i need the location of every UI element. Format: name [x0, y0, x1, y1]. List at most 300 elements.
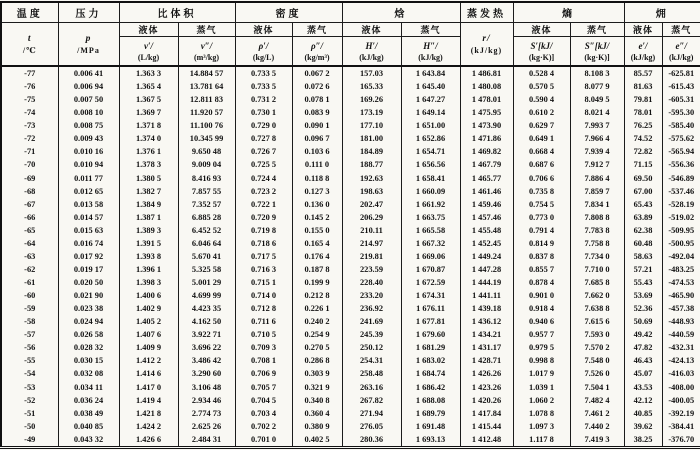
cell-temperature: -64 — [1, 237, 58, 250]
cell-exergy-liquid: 57.21 — [624, 263, 662, 276]
cell-exergy-liquid: 43.53 — [624, 381, 662, 394]
cell-specific-volume-vapor: 13.781 64 — [178, 80, 235, 93]
cell-heat-of-vaporization: 1 449.24 — [460, 250, 513, 263]
cell-density-vapor: 0.340 8 — [292, 394, 342, 407]
column-header-enthalpy-vapor: H″/ (kJ/kg) — [401, 37, 460, 67]
group-header-4: 焓 — [342, 2, 460, 23]
cell-enthalpy-vapor: 1 672.59 — [401, 276, 460, 289]
cell-entropy-vapor: 8.049 5 — [570, 93, 624, 106]
column-header-temperature: t /℃ — [1, 23, 58, 67]
cell-density-vapor: 0.212 8 — [292, 289, 342, 302]
cell-exergy-liquid: 58.63 — [624, 250, 662, 263]
cell-enthalpy-liquid: 169.26 — [342, 93, 401, 106]
cell-exergy-vapor: -509.95 — [662, 224, 700, 237]
cell-temperature: -66 — [1, 211, 58, 224]
cell-density-liquid: 0.704 5 — [235, 394, 292, 407]
cell-heat-of-vaporization: 1 431.17 — [460, 341, 513, 354]
cell-pressure: 0.028 32 — [58, 341, 119, 354]
cell-specific-volume-liquid: 1.384 9 — [119, 198, 178, 211]
cell-entropy-vapor: 7.615 6 — [570, 315, 624, 328]
cell-entropy-liquid: 0.918 4 — [513, 302, 570, 315]
cell-heat-of-vaporization: 1 436.12 — [460, 315, 513, 328]
table-row-1 — [1, 80, 700, 93]
column-header-density-liquid: ρ′/ (kg/L) — [235, 37, 292, 67]
cell-density-vapor: 0.176 4 — [292, 250, 342, 263]
cell-temperature: -59 — [1, 302, 58, 315]
cell-temperature: -55 — [1, 354, 58, 367]
cell-entropy-liquid: 0.791 4 — [513, 224, 570, 237]
phase-header-enthalpy-vapor: 蒸气 — [401, 23, 460, 37]
cell-enthalpy-liquid: 267.82 — [342, 394, 401, 407]
column-header-specific-volume-liquid: v′/ (L/kg) — [119, 37, 178, 67]
cell-density-vapor: 0.286 8 — [292, 354, 342, 367]
cell-heat-of-vaporization: 1 457.46 — [460, 211, 513, 224]
cell-exergy-vapor: -519.02 — [662, 211, 700, 224]
cell-density-vapor: 0.078 1 — [292, 93, 342, 106]
cell-exergy-liquid: 62.38 — [624, 224, 662, 237]
cell-density-vapor: 0.155 0 — [292, 224, 342, 237]
cell-specific-volume-liquid: 1.380 5 — [119, 172, 178, 185]
cell-enthalpy-liquid: 165.33 — [342, 80, 401, 93]
cell-entropy-vapor: 7.570 2 — [570, 341, 624, 354]
cell-entropy-liquid: 1.117 8 — [513, 433, 570, 448]
table-row-14 — [1, 250, 700, 263]
cell-density-vapor: 0.136 0 — [292, 198, 342, 211]
cell-exergy-vapor: -400.05 — [662, 394, 700, 407]
cell-specific-volume-liquid: 1.426 6 — [119, 433, 178, 448]
cell-entropy-liquid: 0.878 4 — [513, 276, 570, 289]
cell-exergy-vapor: -376.70 — [662, 433, 700, 448]
cell-exergy-vapor: -605.31 — [662, 93, 700, 106]
cell-temperature: -60 — [1, 289, 58, 302]
cell-enthalpy-liquid: 250.12 — [342, 341, 401, 354]
cell-specific-volume-liquid: 1.389 3 — [119, 224, 178, 237]
cell-enthalpy-liquid: 245.39 — [342, 328, 401, 341]
cell-density-vapor: 0.103 6 — [292, 145, 342, 158]
cell-specific-volume-liquid: 1.367 5 — [119, 93, 178, 106]
cell-density-vapor: 0.360 4 — [292, 407, 342, 420]
table-row-23 — [1, 367, 700, 380]
cell-enthalpy-liquid: 223.59 — [342, 263, 401, 276]
cell-temperature: -67 — [1, 198, 58, 211]
cell-exergy-vapor: -595.30 — [662, 106, 700, 119]
cell-temperature: -62 — [1, 263, 58, 276]
cell-exergy-liquid: 76.25 — [624, 119, 662, 132]
cell-exergy-liquid: 53.69 — [624, 289, 662, 302]
cell-entropy-vapor: 7.593 0 — [570, 328, 624, 341]
cell-exergy-vapor: -492.04 — [662, 250, 700, 263]
cell-heat-of-vaporization: 1 467.79 — [460, 158, 513, 171]
cell-exergy-vapor: -615.43 — [662, 80, 700, 93]
cell-specific-volume-vapor: 14.884 57 — [178, 66, 235, 80]
cell-specific-volume-liquid: 1.391 5 — [119, 237, 178, 250]
cell-temperature: -71 — [1, 145, 58, 158]
cell-density-liquid: 0.706 9 — [235, 367, 292, 380]
cell-pressure: 0.007 50 — [58, 93, 119, 106]
cell-entropy-vapor: 7.783 8 — [570, 224, 624, 237]
cell-heat-of-vaporization: 1 428.71 — [460, 354, 513, 367]
cell-pressure: 0.006 94 — [58, 80, 119, 93]
cell-entropy-liquid: 1.078 8 — [513, 407, 570, 420]
cell-temperature: -73 — [1, 119, 58, 132]
table-row-13 — [1, 237, 700, 250]
cell-enthalpy-liquid: 192.63 — [342, 172, 401, 185]
cell-specific-volume-vapor: 3.106 48 — [178, 381, 235, 394]
cell-density-vapor: 0.096 7 — [292, 132, 342, 145]
cell-heat-of-vaporization: 1 469.82 — [460, 145, 513, 158]
cell-enthalpy-liquid: 236.92 — [342, 302, 401, 315]
cell-entropy-vapor: 7.993 7 — [570, 119, 624, 132]
cell-exergy-vapor: -556.36 — [662, 158, 700, 171]
cell-exergy-vapor: -565.94 — [662, 145, 700, 158]
cell-pressure: 0.010 16 — [58, 145, 119, 158]
cell-entropy-liquid: 0.979 5 — [513, 341, 570, 354]
cell-entropy-liquid: 1.097 3 — [513, 420, 570, 433]
cell-pressure: 0.008 75 — [58, 119, 119, 132]
cell-enthalpy-vapor: 1 652.86 — [401, 132, 460, 145]
cell-specific-volume-vapor: 5.325 58 — [178, 263, 235, 276]
cell-specific-volume-vapor: 2.934 46 — [178, 394, 235, 407]
cell-density-vapor: 0.111 0 — [292, 158, 342, 171]
cell-density-liquid: 0.708 1 — [235, 354, 292, 367]
phase-header-specific-volume-vapor: 蒸气 — [178, 23, 235, 37]
cell-heat-of-vaporization: 1 439.18 — [460, 302, 513, 315]
cell-enthalpy-vapor: 1 670.87 — [401, 263, 460, 276]
group-header-1: 压力 — [58, 2, 119, 23]
cell-pressure: 0.013 58 — [58, 198, 119, 211]
cell-enthalpy-vapor: 1 679.60 — [401, 328, 460, 341]
cell-enthalpy-liquid: 188.77 — [342, 158, 401, 171]
cell-temperature: -74 — [1, 106, 58, 119]
cell-exergy-vapor: -546.89 — [662, 172, 700, 185]
cell-entropy-liquid: 0.528 4 — [513, 66, 570, 80]
cell-enthalpy-vapor: 1 661.92 — [401, 198, 460, 211]
cell-density-vapor: 0.270 5 — [292, 341, 342, 354]
cell-exergy-liquid: 46.43 — [624, 354, 662, 367]
cell-specific-volume-vapor: 11.920 57 — [178, 106, 235, 119]
cell-exergy-liquid: 38.25 — [624, 433, 662, 448]
cell-temperature: -53 — [1, 381, 58, 394]
column-header-heat-of-vaporization: r/ (kJ/kg) — [460, 23, 513, 67]
cell-specific-volume-vapor: 7.857 55 — [178, 185, 235, 198]
table-row-15 — [1, 263, 700, 276]
cell-entropy-vapor: 7.886 4 — [570, 172, 624, 185]
cell-heat-of-vaporization: 1 452.45 — [460, 237, 513, 250]
cell-specific-volume-liquid: 1.407 6 — [119, 328, 178, 341]
cell-exergy-vapor: -457.38 — [662, 302, 700, 315]
cell-density-vapor: 0.090 1 — [292, 119, 342, 132]
cell-density-vapor: 0.118 8 — [292, 172, 342, 185]
cell-specific-volume-vapor: 2.484 31 — [178, 433, 235, 448]
cell-density-liquid: 0.725 5 — [235, 158, 292, 171]
cell-specific-volume-vapor: 10.345 99 — [178, 132, 235, 145]
cell-specific-volume-vapor: 2.625 26 — [178, 420, 235, 433]
cell-heat-of-vaporization: 1 480.08 — [460, 80, 513, 93]
cell-density-vapor: 0.321 9 — [292, 381, 342, 394]
saturation-properties-table — [0, 1, 700, 449]
phase-header-entropy-liquid: 液体 — [513, 23, 570, 37]
cell-exergy-vapor: -448.93 — [662, 315, 700, 328]
cell-density-liquid: 0.724 4 — [235, 172, 292, 185]
cell-enthalpy-vapor: 1 663.75 — [401, 211, 460, 224]
cell-enthalpy-liquid: 181.00 — [342, 132, 401, 145]
cell-pressure: 0.043 32 — [58, 433, 119, 448]
cell-pressure: 0.019 17 — [58, 263, 119, 276]
cell-specific-volume-liquid: 1.417 0 — [119, 381, 178, 394]
cell-density-vapor: 0.402 5 — [292, 433, 342, 448]
cell-entropy-liquid: 1.039 1 — [513, 381, 570, 394]
cell-density-vapor: 0.083 9 — [292, 106, 342, 119]
cell-entropy-vapor: 7.912 7 — [570, 158, 624, 171]
cell-exergy-vapor: -416.03 — [662, 367, 700, 380]
cell-heat-of-vaporization: 1 417.84 — [460, 407, 513, 420]
cell-pressure: 0.012 65 — [58, 185, 119, 198]
phase-header-exergy-liquid: 液体 — [624, 23, 662, 37]
cell-pressure: 0.020 50 — [58, 276, 119, 289]
cell-exergy-liquid: 78.01 — [624, 106, 662, 119]
phase-subheader-row — [1, 23, 700, 37]
table-row-7 — [1, 158, 700, 171]
cell-exergy-liquid: 52.36 — [624, 302, 662, 315]
cell-enthalpy-liquid: 258.48 — [342, 367, 401, 380]
cell-specific-volume-liquid: 1.398 3 — [119, 276, 178, 289]
cell-density-liquid: 0.711 6 — [235, 315, 292, 328]
cell-enthalpy-liquid: 271.94 — [342, 407, 401, 420]
cell-density-liquid: 0.714 0 — [235, 289, 292, 302]
cell-temperature: -75 — [1, 93, 58, 106]
cell-density-vapor: 0.072 6 — [292, 80, 342, 93]
cell-enthalpy-liquid: 263.16 — [342, 381, 401, 394]
cell-exergy-vapor: -585.40 — [662, 119, 700, 132]
cell-heat-of-vaporization: 1 471.86 — [460, 132, 513, 145]
cell-density-vapor: 0.067 2 — [292, 66, 342, 80]
cell-entropy-vapor: 7.710 0 — [570, 263, 624, 276]
column-header-density-vapor: ρ″/ (kg/m³) — [292, 37, 342, 67]
cell-entropy-liquid: 0.957 7 — [513, 328, 570, 341]
table-row-10 — [1, 198, 700, 211]
cell-specific-volume-vapor: 7.352 57 — [178, 198, 235, 211]
cell-exergy-liquid: 40.85 — [624, 407, 662, 420]
cell-exergy-liquid: 71.15 — [624, 158, 662, 171]
cell-enthalpy-vapor: 1 649.14 — [401, 106, 460, 119]
cell-enthalpy-vapor: 1 683.02 — [401, 354, 460, 367]
cell-pressure: 0.026 58 — [58, 328, 119, 341]
cell-exergy-liquid: 72.82 — [624, 145, 662, 158]
cell-entropy-vapor: 8.108 3 — [570, 66, 624, 80]
cell-temperature: -77 — [1, 66, 58, 80]
cell-enthalpy-vapor: 1 667.32 — [401, 237, 460, 250]
cell-enthalpy-vapor: 1 651.00 — [401, 119, 460, 132]
cell-exergy-liquid: 69.50 — [624, 172, 662, 185]
table-row-4 — [1, 119, 700, 132]
cell-specific-volume-vapor: 3.696 22 — [178, 341, 235, 354]
cell-density-vapor: 0.199 9 — [292, 276, 342, 289]
table-row-27 — [1, 420, 700, 433]
cell-heat-of-vaporization: 1 465.77 — [460, 172, 513, 185]
cell-enthalpy-liquid: 233.20 — [342, 289, 401, 302]
cell-density-vapor: 0.187 8 — [292, 263, 342, 276]
cell-pressure: 0.006 41 — [58, 66, 119, 80]
cell-enthalpy-vapor: 1 660.09 — [401, 185, 460, 198]
cell-entropy-liquid: 0.940 6 — [513, 315, 570, 328]
phase-header-density-liquid: 液体 — [235, 23, 292, 37]
cell-entropy-vapor: 7.638 8 — [570, 302, 624, 315]
cell-density-liquid: 0.729 0 — [235, 119, 292, 132]
table-row-2 — [1, 93, 700, 106]
cell-density-liquid: 0.709 3 — [235, 341, 292, 354]
cell-exergy-vapor: -500.95 — [662, 237, 700, 250]
cell-temperature: -72 — [1, 132, 58, 145]
cell-pressure: 0.010 94 — [58, 158, 119, 171]
cell-density-liquid: 0.703 4 — [235, 407, 292, 420]
cell-entropy-vapor: 7.966 4 — [570, 132, 624, 145]
cell-exergy-liquid: 50.69 — [624, 315, 662, 328]
cell-exergy-liquid: 60.48 — [624, 237, 662, 250]
cell-entropy-liquid: 0.855 7 — [513, 263, 570, 276]
table-row-12 — [1, 224, 700, 237]
cell-entropy-liquid: 1.060 2 — [513, 394, 570, 407]
cell-exergy-vapor: -474.53 — [662, 276, 700, 289]
cell-specific-volume-vapor: 3.922 71 — [178, 328, 235, 341]
cell-pressure: 0.038 49 — [58, 407, 119, 420]
cell-exergy-liquid: 74.52 — [624, 132, 662, 145]
cell-specific-volume-vapor: 3.486 42 — [178, 354, 235, 367]
cell-specific-volume-vapor: 9.009 04 — [178, 158, 235, 171]
cell-pressure: 0.034 11 — [58, 381, 119, 394]
cell-entropy-liquid: 1.017 9 — [513, 367, 570, 380]
cell-enthalpy-vapor: 1 669.06 — [401, 250, 460, 263]
cell-exergy-liquid: 67.00 — [624, 185, 662, 198]
cell-specific-volume-liquid: 1.396 1 — [119, 263, 178, 276]
cell-heat-of-vaporization: 1 473.90 — [460, 119, 513, 132]
table-body — [1, 66, 700, 448]
cell-density-liquid: 0.701 0 — [235, 433, 292, 448]
cell-density-liquid: 0.723 2 — [235, 185, 292, 198]
cell-enthalpy-vapor: 1 645.40 — [401, 80, 460, 93]
cell-entropy-vapor: 7.504 1 — [570, 381, 624, 394]
cell-entropy-liquid: 0.570 5 — [513, 80, 570, 93]
table-row-28 — [1, 433, 700, 448]
group-header-3: 密度 — [235, 2, 342, 23]
table-row-9 — [1, 185, 700, 198]
cell-enthalpy-liquid: 206.29 — [342, 211, 401, 224]
table-row-24 — [1, 381, 700, 394]
cell-exergy-vapor: -575.62 — [662, 132, 700, 145]
cell-specific-volume-liquid: 1.400 6 — [119, 289, 178, 302]
cell-density-liquid: 0.702 2 — [235, 420, 292, 433]
cell-pressure: 0.030 15 — [58, 354, 119, 367]
cell-exergy-vapor: -408.00 — [662, 381, 700, 394]
cell-entropy-vapor: 7.548 0 — [570, 354, 624, 367]
cell-enthalpy-liquid: 280.36 — [342, 433, 401, 448]
cell-entropy-liquid: 0.590 4 — [513, 93, 570, 106]
cell-exergy-vapor: -483.25 — [662, 263, 700, 276]
cell-entropy-vapor: 7.734 0 — [570, 250, 624, 263]
group-header-0: 温度 — [1, 2, 58, 23]
cell-temperature: -68 — [1, 185, 58, 198]
cell-specific-volume-liquid: 1.374 0 — [119, 132, 178, 145]
group-header-2: 比体积 — [119, 2, 235, 23]
cell-heat-of-vaporization: 1 420.26 — [460, 394, 513, 407]
cell-entropy-liquid: 0.629 7 — [513, 119, 570, 132]
group-header-7: 㶲 — [624, 2, 700, 23]
cell-specific-volume-vapor: 11.100 76 — [178, 119, 235, 132]
cell-specific-volume-liquid: 1.412 2 — [119, 354, 178, 367]
cell-exergy-liquid: 55.43 — [624, 276, 662, 289]
cell-exergy-liquid: 39.62 — [624, 420, 662, 433]
cell-enthalpy-liquid: 276.05 — [342, 420, 401, 433]
cell-enthalpy-vapor: 1 656.56 — [401, 158, 460, 171]
cell-entropy-vapor: 7.440 2 — [570, 420, 624, 433]
cell-enthalpy-liquid: 177.10 — [342, 119, 401, 132]
cell-pressure: 0.024 94 — [58, 315, 119, 328]
cell-enthalpy-vapor: 1 674.31 — [401, 289, 460, 302]
cell-specific-volume-vapor: 4.162 50 — [178, 315, 235, 328]
cell-specific-volume-vapor: 3.290 60 — [178, 367, 235, 380]
cell-exergy-vapor: -625.81 — [662, 66, 700, 80]
column-header-pressure: p /MPa — [58, 23, 119, 67]
cell-enthalpy-vapor: 1 654.71 — [401, 145, 460, 158]
cell-enthalpy-liquid: 241.69 — [342, 315, 401, 328]
cell-exergy-liquid: 79.81 — [624, 93, 662, 106]
cell-temperature: -50 — [1, 420, 58, 433]
cell-enthalpy-liquid: 198.63 — [342, 185, 401, 198]
table-row-26 — [1, 407, 700, 420]
cell-heat-of-vaporization: 1 444.19 — [460, 276, 513, 289]
cell-specific-volume-liquid: 1.419 4 — [119, 394, 178, 407]
cell-entropy-vapor: 7.859 7 — [570, 185, 624, 198]
cell-density-liquid: 0.712 8 — [235, 302, 292, 315]
cell-specific-volume-vapor: 5.001 29 — [178, 276, 235, 289]
cell-exergy-vapor: -440.59 — [662, 328, 700, 341]
cell-entropy-liquid: 0.901 0 — [513, 289, 570, 302]
cell-specific-volume-liquid: 1.376 1 — [119, 145, 178, 158]
cell-specific-volume-vapor: 4.423 35 — [178, 302, 235, 315]
cell-density-vapor: 0.145 2 — [292, 211, 342, 224]
cell-density-vapor: 0.165 4 — [292, 237, 342, 250]
cell-density-vapor: 0.303 9 — [292, 367, 342, 380]
cell-entropy-vapor: 7.685 8 — [570, 276, 624, 289]
cell-enthalpy-vapor: 1 693.13 — [401, 433, 460, 448]
cell-density-liquid: 0.733 5 — [235, 80, 292, 93]
cell-entropy-vapor: 7.482 4 — [570, 394, 624, 407]
cell-temperature: -76 — [1, 80, 58, 93]
cell-heat-of-vaporization: 1 461.46 — [460, 185, 513, 198]
cell-specific-volume-liquid: 1.402 9 — [119, 302, 178, 315]
cell-entropy-vapor: 8.077 9 — [570, 80, 624, 93]
cell-heat-of-vaporization: 1 486.81 — [460, 66, 513, 80]
cell-exergy-vapor: -424.13 — [662, 354, 700, 367]
cell-exergy-vapor: -384.41 — [662, 420, 700, 433]
cell-entropy-vapor: 8.021 4 — [570, 106, 624, 119]
cell-entropy-liquid: 0.814 9 — [513, 237, 570, 250]
cell-specific-volume-liquid: 1.365 4 — [119, 80, 178, 93]
cell-entropy-vapor: 7.758 8 — [570, 237, 624, 250]
cell-pressure: 0.032 08 — [58, 367, 119, 380]
cell-entropy-vapor: 7.461 2 — [570, 407, 624, 420]
cell-density-vapor: 0.240 2 — [292, 315, 342, 328]
phase-header-enthalpy-liquid: 液体 — [342, 23, 401, 37]
cell-temperature: -57 — [1, 328, 58, 341]
column-header-entropy-vapor: S″[kJ/ (kg·K)] — [570, 37, 624, 67]
cell-specific-volume-liquid: 1.371 8 — [119, 119, 178, 132]
cell-pressure: 0.014 57 — [58, 211, 119, 224]
cell-enthalpy-vapor: 1 643.84 — [401, 66, 460, 80]
cell-enthalpy-vapor: 1 688.08 — [401, 394, 460, 407]
cell-specific-volume-liquid: 1.369 7 — [119, 106, 178, 119]
table-row-20 — [1, 328, 700, 341]
cell-heat-of-vaporization: 1 478.01 — [460, 93, 513, 106]
